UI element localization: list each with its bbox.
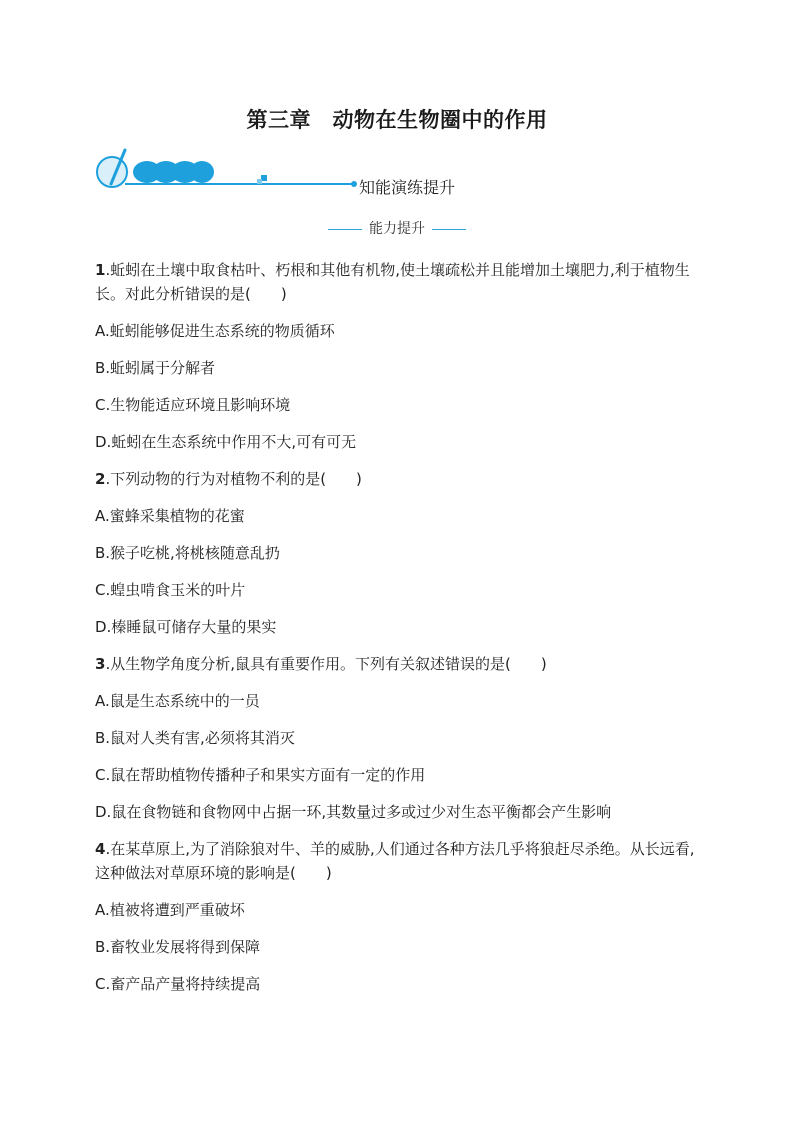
question-3 <box>95 652 705 676</box>
option: A.蜜蜂采集植物的花蜜 <box>95 507 245 525</box>
question-number: 4 <box>95 840 106 858</box>
option: B.蚯蚓属于分解者 <box>95 359 216 377</box>
question-text: .下列动物的行为对植物不利的是( ) <box>105 470 362 488</box>
question-1 <box>95 258 705 306</box>
divider-right <box>432 229 466 230</box>
question-number: 1 <box>95 261 106 279</box>
option: C.生物能适应环境且影响环境 <box>95 396 291 414</box>
section-heading-text: 能力提升 <box>369 221 425 237</box>
question-number: 2 <box>95 470 106 488</box>
option: D.榛睡鼠可储存大量的果实 <box>95 618 277 636</box>
option: D.蚯蚓在生态系统中作用不大,可有可无 <box>95 433 357 451</box>
question-4 <box>95 837 705 885</box>
page-title: 第三章 动物在生物圈中的作用 <box>246 108 548 132</box>
section-heading <box>0 218 794 238</box>
divider-left <box>328 229 362 230</box>
question-text: .在某草原上,为了消除狼对牛、羊的威胁,人们通过各种方法几乎将狼赶尽杀绝。从长远看,这种做法对草原环境的影响是( ) <box>95 840 695 882</box>
question-number: 3 <box>95 655 106 673</box>
option: B.畜牧业发展将得到保障 <box>95 938 261 956</box>
option: B.鼠对人类有害,必须将其消灭 <box>95 729 295 747</box>
option: A.鼠是生态系统中的一员 <box>95 692 260 710</box>
option: C.鼠在帮助植物传播种子和果实方面有一定的作用 <box>95 766 426 784</box>
question-2 <box>95 467 705 491</box>
option: B.猴子吃桃,将桃核随意乱扔 <box>95 544 280 562</box>
question-text: .从生物学角度分析,鼠具有重要作用。下列有关叙述错误的是( ) <box>105 655 547 673</box>
option: D.鼠在食物链和食物网中占据一环,其数量过多或过少对生态平衡都会产生影响 <box>95 803 612 821</box>
question-list <box>95 258 705 996</box>
banner-label: 知能演练提升 <box>359 178 456 197</box>
option: A.植被将遭到严重破坏 <box>95 901 245 919</box>
option: C.畜产品产量将持续提高 <box>95 975 261 993</box>
question-text: .蚯蚓在土壤中取食枯叶、朽根和其他有机物,使土壤疏松并且能增加土壤肥力,利于植物生长。对此分析错误的是( ) <box>95 261 690 303</box>
option: A.蚯蚓能够促进生态系统的物质循环 <box>95 322 335 340</box>
option: C.蝗虫啃食玉米的叶片 <box>95 581 246 599</box>
